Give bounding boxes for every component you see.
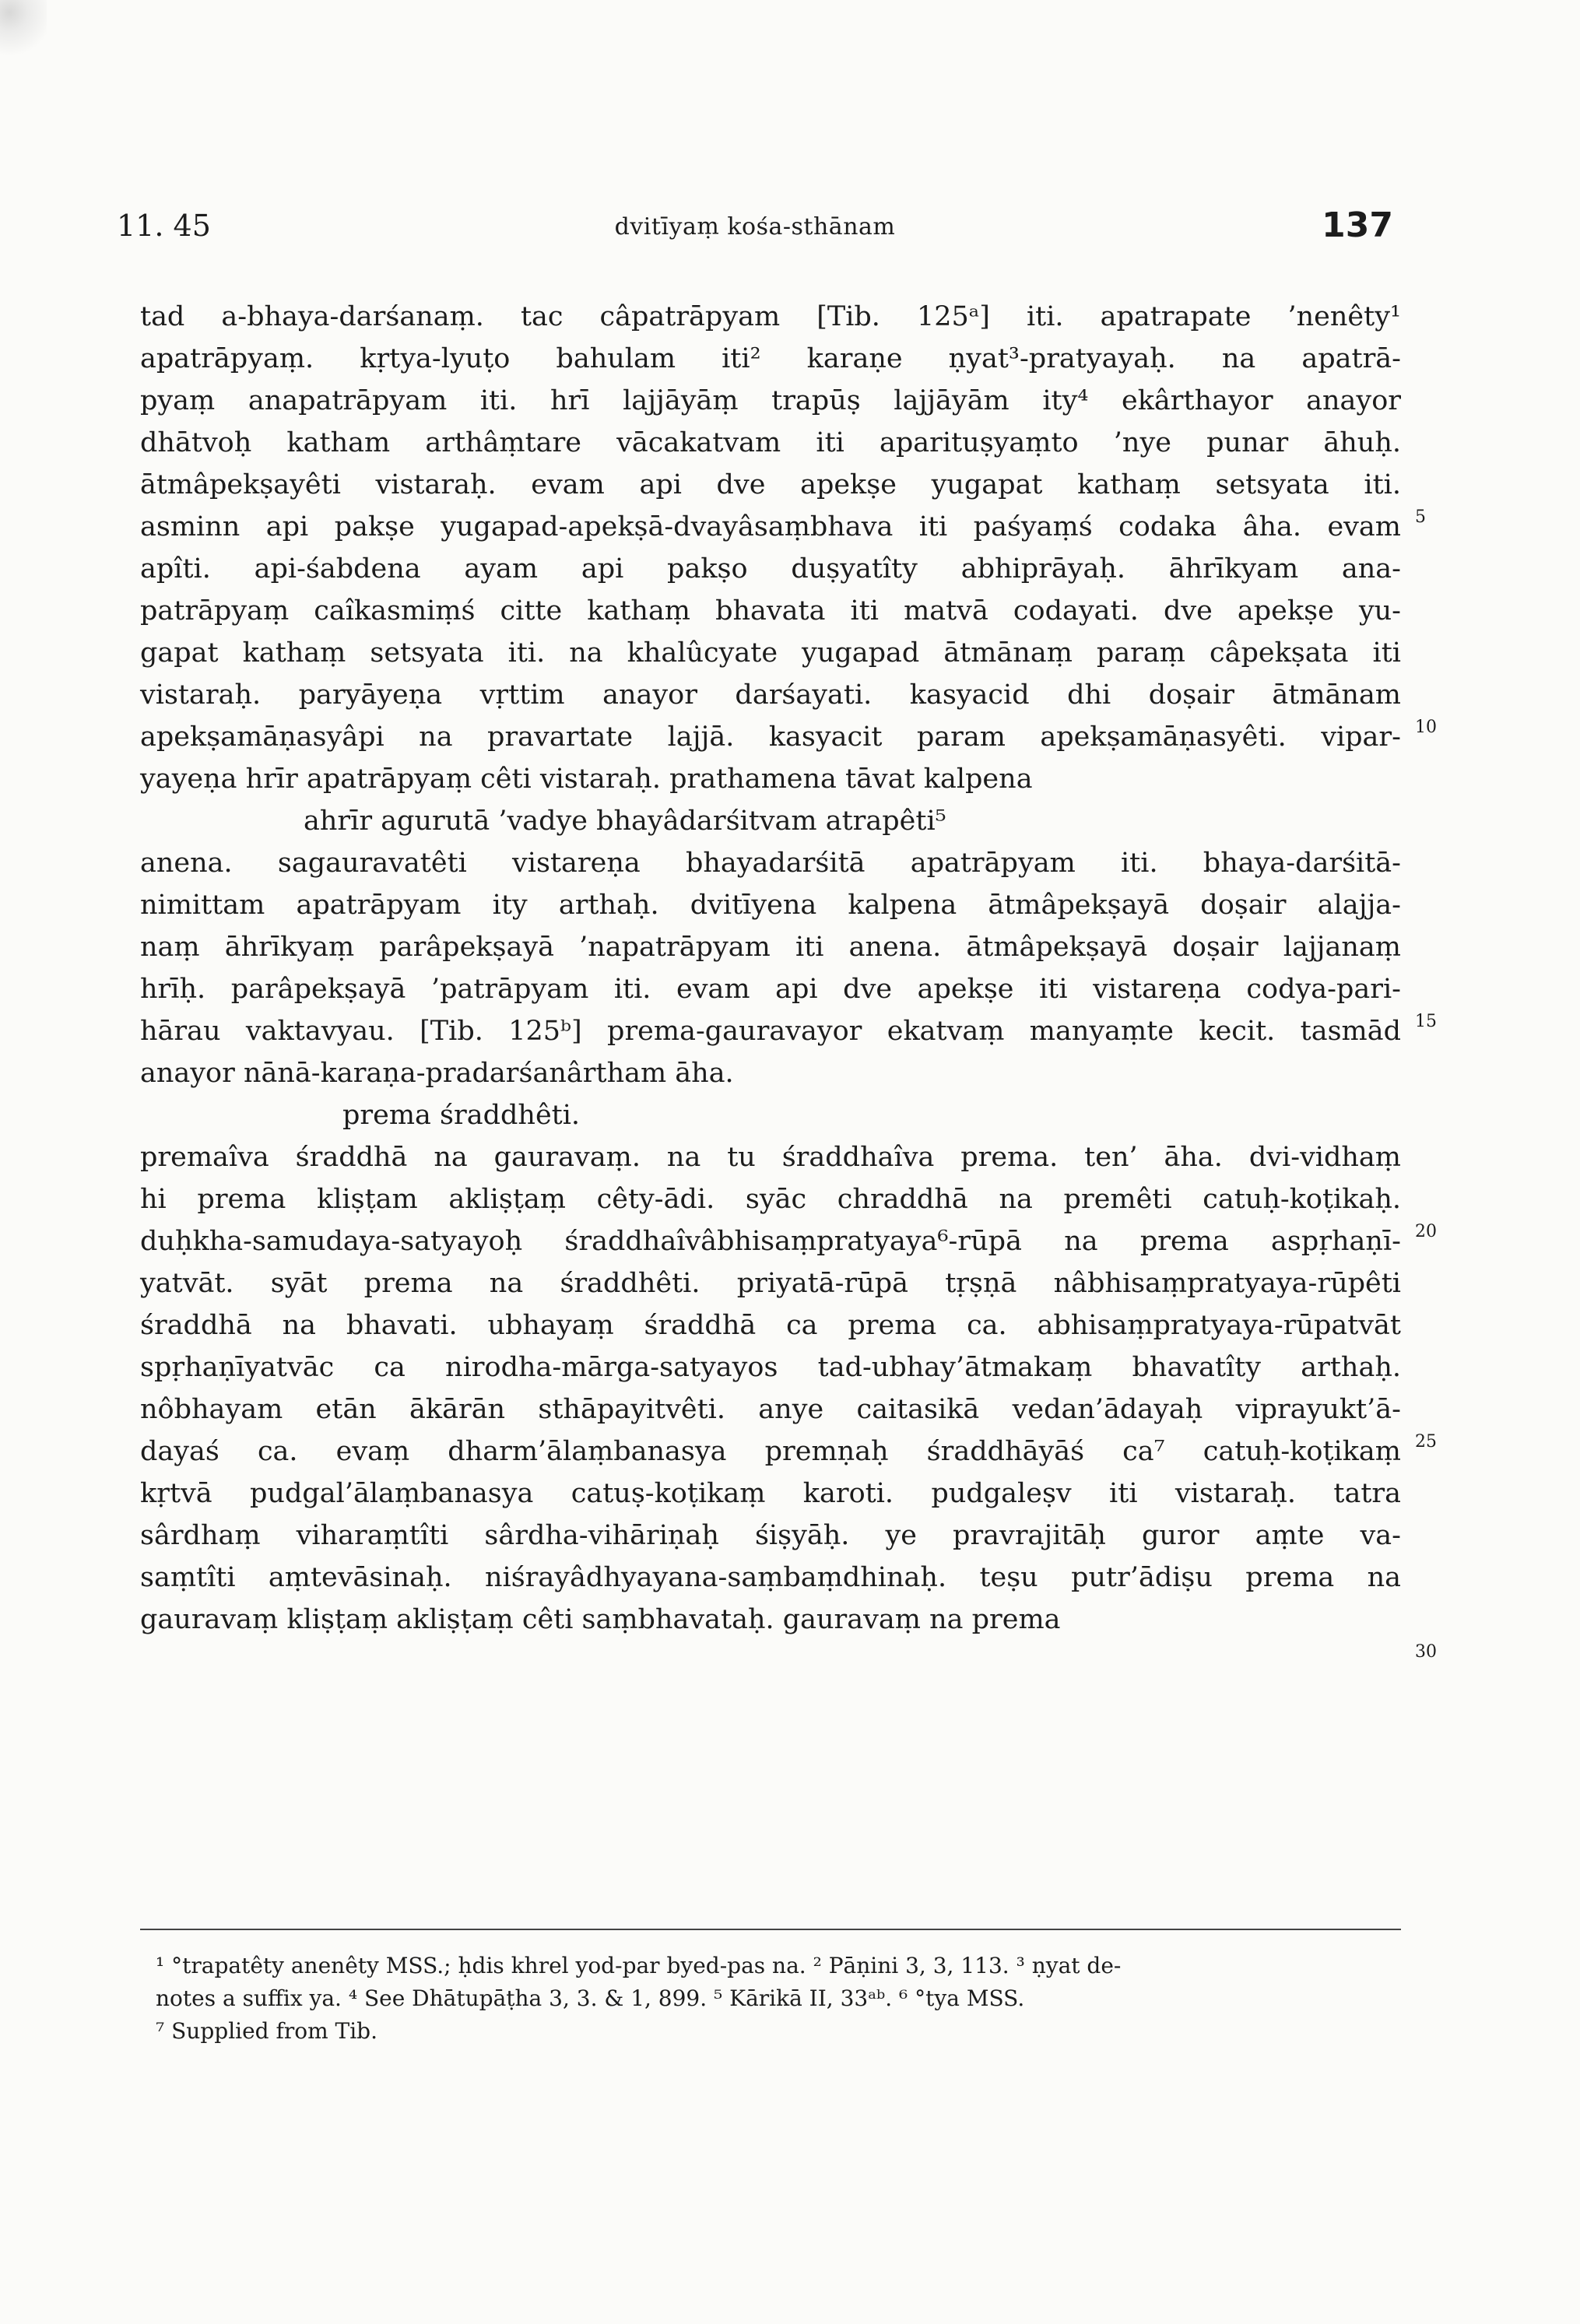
footnote-rule: [140, 1929, 1401, 1930]
text-line: patrāpyaṃ caîkasmiṃś citte kathaṃ bhavata iti matvā codayati. dve apekṣe yu-: [140, 595, 1401, 627]
text-line: sârdhaṃ viharaṃtîti sârdha-vihāriṇaḥ śiṣyāḥ. ye pravrajitāḥ guror aṃte va-: [140, 1520, 1401, 1551]
text-line: spṛhaṇīyatvāc ca nirodha-mārga-satyayos tad-ubhay’ātmakaṃ bhavatîty arthaḥ.: [140, 1352, 1401, 1383]
text-line: premaîva śraddhā na gauravaṃ. na tu śraddhaîva prema. ten’ āha. dvi-vidhaṃ: [140, 1142, 1401, 1173]
footnote-line: notes a suffix ya. ⁴ See Dhātupāṭha 3, 3. & 1, 899. ⁵ Kārikā II, 33ᵃᵇ. ⁶ °tya MSS.: [156, 1985, 1025, 2011]
text-line: gauravaṃ kliṣṭaṃ akliṣṭaṃ cêti saṃbhavataḥ. gauravaṃ na prema: [140, 1604, 1061, 1635]
line-number: 10: [1415, 718, 1437, 737]
text-line: hi prema kliṣṭam akliṣṭaṃ cêty-ādi. syāc chraddhā na premêti catuḥ-koṭikaḥ.: [140, 1184, 1401, 1215]
text-line: apekṣamāṇasyâpi na pravartate lajjā. kasyacit param apekṣamāṇasyêti. vipar-: [140, 721, 1401, 753]
text-line: saṃtîti aṃtevāsinaḥ. niśrayâdhyayana-saṃbaṃdhinaḥ. teṣu putr’ādiṣu prema na: [140, 1562, 1401, 1593]
text-line: dayaś ca. evaṃ dharm’ālaṃbanasya premṇaḥ śraddhāyāś ca⁷ catuḥ-koṭikaṃ: [140, 1436, 1401, 1467]
main-text: [140, 296, 1401, 1641]
line-number: 25: [1415, 1432, 1437, 1452]
text-line: dhātvoḥ katham arthâṃtare vācakatvam iti aparituṣyaṃto ’nye punar āhuḥ.: [140, 427, 1401, 458]
text-line: anena. sagauravatêti vistareṇa bhayadarśitā apatrāpyam iti. bhaya-darśitā-: [140, 848, 1401, 879]
text-line: apîti. api-śabdena ayam api pakṣo duṣyatîty abhiprāyaḥ. āhrīkyam ana-: [140, 553, 1401, 585]
text-line: hrīḥ. parâpekṣayā ’patrāpyam iti. evam api dve apekṣe iti vistareṇa codya-pari-: [140, 974, 1401, 1005]
text-line: vistaraḥ. paryāyeṇa vṛttim anayor darśayati. kasyacid dhi doṣair ātmānam: [140, 679, 1401, 711]
line-number: 15: [1415, 1012, 1437, 1031]
text-line: tad a-bhaya-darśanaṃ. tac câpatrāpyam [Tib. 125ᵃ] iti. apatrapate ’nenêty¹: [140, 301, 1401, 332]
text-line: naṃ āhrīkyaṃ parâpekṣayā ’napatrāpyam iti anena. ātmâpekṣayā doṣair lajjanaṃ: [140, 932, 1401, 963]
text-line: hārau vaktavyau. [Tib. 125ᵇ] prema-gauravayor ekatvaṃ manyaṃte kecit. tasmād: [140, 1016, 1401, 1047]
verse-line: prema śraddhêti.: [342, 1100, 581, 1131]
verse-reference: 11. 45: [117, 209, 211, 243]
text-line: ātmâpekṣayêti vistaraḥ. evam api dve apekṣe yugapat kathaṃ setsyata iti.: [140, 469, 1401, 500]
verse-line: ahrīr agurutā ’vadye bhayâdarśitvam atrapêti⁵: [304, 806, 946, 837]
line-number: 20: [1415, 1222, 1437, 1241]
text-line: apatrāpyaṃ. kṛtya-lyuṭo bahulam iti² karaṇe ṇyat³-pratyayaḥ. na apatrā-: [140, 343, 1401, 374]
footnotes: [156, 1950, 1401, 2048]
text-line: yayeṇa hrīr apatrāpyaṃ cêti vistaraḥ. prathamena tāvat kalpena: [140, 764, 1033, 795]
footnote-line: ⁷ Supplied from Tib.: [156, 2018, 378, 2044]
text-line: kṛtvā pudgal’ālaṃbanasya catuṣ-koṭikaṃ karoti. pudgaleṣv iti vistaraḥ. tatra: [140, 1478, 1401, 1509]
text-line: pyaṃ anapatrāpyam iti. hrī lajjāyāṃ trapūṣ lajjāyām ity⁴ ekârthayor anayor: [140, 385, 1401, 416]
section-title: dvitīyaṃ kośa-sthānam: [614, 213, 896, 240]
text-line: duḥkha-samudaya-satyayoḥ śraddhaîvâbhisaṃpratyaya⁶-rūpā na prema aspṛhaṇī-: [140, 1226, 1401, 1257]
running-head: [117, 205, 1393, 263]
scan-artifact: [0, 0, 47, 62]
text-line: śraddhā na bhavati. ubhayaṃ śraddhā ca prema ca. abhisaṃpratyaya-rūpatvāt: [140, 1310, 1401, 1341]
line-number: 30: [1415, 1642, 1437, 1662]
footnote-line: ¹ °trapatêty anenêty MSS.; ḥdis khrel yod-par byed-pas na. ² Pāṇini 3, 3, 113. ³ ṇyat de-: [156, 1953, 1122, 1978]
line-number: 5: [1415, 507, 1426, 527]
text-line: gapat kathaṃ setsyata iti. na khalûcyate yugapad ātmānaṃ paraṃ câpekṣata iti: [140, 637, 1401, 669]
text-line: asminn api pakṣe yugapad-apekṣā-dvayâsaṃbhava iti paśyaṃś codaka âha. evam: [140, 511, 1401, 542]
text-line: anayor nānā-karaṇa-pradarśanârtham āha.: [140, 1058, 734, 1089]
page-number: 137: [1322, 205, 1393, 245]
text-line: nôbhayam etān ākārān sthāpayitvêti. anye caitasikā vedan’ādayaḥ viprayukt’ā-: [140, 1394, 1401, 1425]
text-line: yatvāt. syāt prema na śraddhêti. priyatā-rūpā tṛṣṇā nâbhisaṃpratyaya-rūpêti: [140, 1268, 1401, 1299]
text-line: nimittam apatrāpyam ity arthaḥ. dvitīyena kalpena ātmâpekṣayā doṣair alajja-: [140, 890, 1401, 921]
